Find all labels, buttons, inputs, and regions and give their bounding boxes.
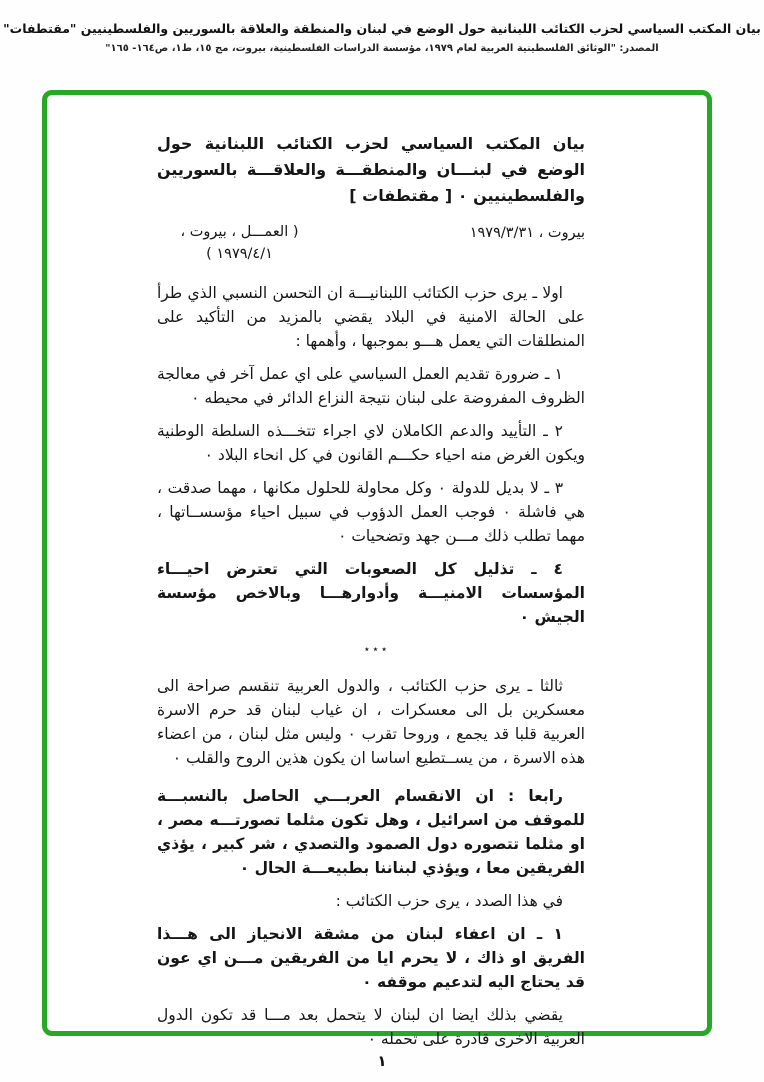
caption-source: المصدر: "الوثائق الفلسطينية العربية لعام ١٩٧٩، مؤسسة الدراسات الفلسطينية، بيروت، مج ١٥، ط١، ص١٦٤- ١٦٥": [105, 42, 659, 54]
paragraph-point-1: ١ ـ ان اعفاء لبنان من مشقة الانحياز الى هـــذا الفريق او ذاك ، لا يحرم ايا من الفريقين مـــن اي عون قد يحتاج اليه لتدعيم موقفه ٠: [157, 925, 585, 991]
paragraph-item-3: ٣ ـ لا بديل للدولة ٠ وكل محاولة للحلول مكانها ، مهما صدقت ، هي فاشلة ٠ فوجب العمل الدؤوب في سبيل احياء مؤسســاتها ، مهما تطلب ذلك مـــن جهد وتضحيات ٠: [157, 479, 585, 545]
caption-title: بيان المكتب السياسي لحزب الكتائب اللبنانية حول الوضع في لبنان والمنطقة والعلاقة بالسوريين والفلسطينيين "مقتطفات": [3, 21, 761, 36]
paragraph-item-1: ١ ـ ضرورة تقديم العمل السياسي على اي عمل آخر في معالجة الظروف المفروضة على لبنان نتيجة النزاع الدائر في محيطه ٠: [157, 365, 585, 407]
caption-header: [0, 0, 764, 54]
page-number: ١: [377, 1052, 387, 1070]
paragraph-in-this-regard: في هذا الصدد ، يرى حزب الكتائب :: [335, 892, 563, 910]
document-body: [157, 131, 585, 1060]
dateline-publication: ( العمـــل ، بيروت ، ١٩٧٩/٤/١ ): [180, 224, 299, 262]
paragraph-third-section: ثالثا ـ يرى حزب الكتائب ، والدول العربية تنقسم صراحة الى معسكرين بل الى معسكرات ، ان غياب لبنان قد حرم الاسرة العربية قلبا قد يجمع ، وروحا تقرب ٠ وليس مثل لبنان ، من اعضاء هذه الاسرة ، من يســتطيع اساسا ان يكون هذين الروح والقلب ٠: [157, 677, 585, 767]
paragraph-item-2: ٢ ـ التأييد والدعم الكاملان لاي اجراء تتخـــذه السلطة الوطنية ويكون الغرض منه احياء حكـــم القانون في كل انحاء البلاد ٠: [157, 422, 585, 464]
dateline-place-date: بيروت ، ١٩٧٩/٣/٣١: [469, 225, 585, 241]
paragraph-closing: يقضي بذلك ايضا ان لبنان لا يتحمل بعد مـــا قد تكون الدول العربية الاخرى قادرة على تحمله ٠: [157, 1006, 585, 1048]
paragraph-fourth-section: رابعا : ان الانقسام العربـــي الحاصل بالنسبـــة للموقف من اسرائيل ، وهل تكون مثلما تصورتـــه مصر ، او مثلما تتصوره دول الصمود والتصدي ، شر كبير ، يؤذي الفريقين معا ، ويؤذي لبناننا بطبيعـــة الحال ٠: [157, 787, 585, 877]
green-border-frame: [42, 90, 712, 1048]
dateline: [157, 221, 585, 265]
paragraph-first-intro: اولا ـ يرى حزب الكتائب اللبنانيـــة ان التحسن النسبي الذي طرأ على الحالة الامنية في البلاد يقضي بالمزيد من التأكيد على المنطلقات التي يعمل هـــو بموجبها ، وأهمها :: [157, 284, 585, 350]
section-separator: ٭ ٭ ٭: [364, 644, 387, 655]
document-title: بيان المكتب السياسي لحزب الكتائب اللبنانية حول الوضع في لبنـــان والمنطقـــة والعلاقـــة بالسوريين والفلسطينيين ٠ [ مقتطفات ]: [157, 134, 585, 205]
paragraph-item-4: ٤ ـ تذليل كل الصعوبات التي تعترض احيـــاء المؤسسات الامنيـــة وأدوارهـــا وبالاخص مؤسسة الجيش ٠: [157, 560, 585, 626]
